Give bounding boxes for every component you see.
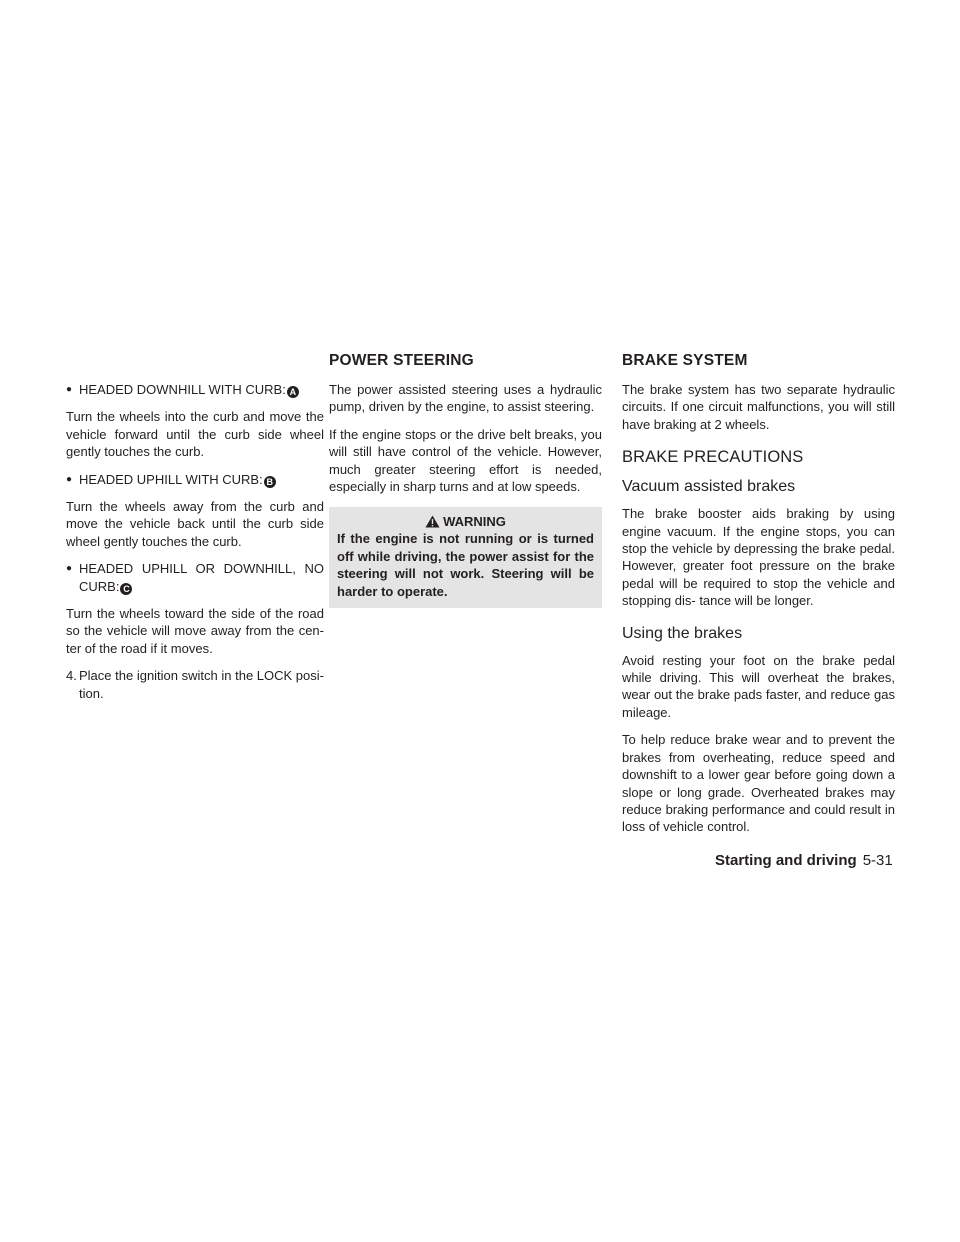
item-c-label: HEADED UPHILL OR DOWNHILL, NO CURB: [79, 561, 324, 594]
vacuum-assisted-text: The brake booster aids braking by using engine vacuum. If the engine stops, you can stop the vehicle by depressing the brake pedal. However, greater foot pressure on the brake pedal will be required to stop the vehicle and stopping dis- tance will be longer. [622, 506, 895, 609]
column-power-steering [329, 381, 602, 608]
list-item [66, 381, 324, 398]
item-c-text: Turn the wheels toward the side of the road so the vehicle will move away from the cen- ter of the road if it moves. [66, 606, 324, 656]
page-number: 5-31 [862, 852, 893, 869]
brake-system-heading: BRAKE SYSTEM [622, 352, 748, 369]
footer-section-label: Starting and driving [715, 852, 857, 869]
warning-text: If the engine is not running or is turned off while driving, the power assist for the steering will not work. Steering will be harder to operate. [337, 531, 594, 599]
bullet-icon: ● [66, 473, 73, 485]
step-text: Place the ignition switch in the LOCK posi- tion. [79, 668, 324, 701]
item-b-label: HEADED UPHILL WITH CURB: [79, 471, 263, 487]
callout-a-icon: A [287, 386, 299, 398]
bullet-icon: ● [66, 563, 73, 575]
power-steering-heading: POWER STEERING [329, 352, 474, 369]
callout-b-icon: B [264, 476, 276, 488]
list-item [66, 471, 324, 488]
vacuum-assisted-heading: Vacuum assisted brakes [622, 478, 796, 496]
power-steering-paragraph-1: The power assisted steering uses a hydraulic pump, driven by the engine, to assist steering. [329, 382, 602, 415]
brake-intro: The brake system has two separate hydraulic circuits. If one circuit malfunctions, you will still have braking at 2 wheels. [622, 382, 895, 432]
bullet-icon: ● [66, 384, 73, 395]
item-b-text: Turn the wheels away from the curb and move the vehicle back until the curb side wheel gently touches the curb. [66, 499, 324, 549]
power-steering-paragraph-2: If the engine stops or the drive belt breaks, you will still have control of the vehicle. However, much greater steering effort is needed, especially in sharp turns and at low speeds. [329, 426, 602, 495]
column-brake-system [622, 381, 895, 836]
callout-c-icon: C [120, 583, 132, 595]
warning-triangle-icon [425, 515, 440, 528]
warning-title: WARNING [443, 514, 506, 530]
item-a-label: HEADED DOWNHILL WITH CURB: [79, 382, 286, 397]
list-item [66, 560, 324, 595]
using-brakes-heading: Using the brakes [622, 624, 743, 642]
step-number: 4. [66, 668, 77, 684]
page-footer [715, 852, 893, 869]
warning-box [329, 507, 602, 608]
brake-precautions-heading: BRAKE PRECAUTIONS [622, 448, 804, 467]
using-brakes-text-1: Avoid resting your foot on the brake pedal while driving. This will overheat the brakes, wear out the brake pads faster, and reduce gas mileage. [622, 652, 895, 720]
using-brakes-text-2: To help reduce brake wear and to prevent the brakes from overheating, reduce speed and downshift to a lower gear before going down a slope or long grade. Overheated brakes may reduce braking performance and could result in loss of vehicle control. [622, 732, 895, 835]
step-4 [66, 667, 324, 702]
item-a-text: Turn the wheels into the curb and move the vehicle forward until the curb side wheel gently touches the curb. [66, 409, 324, 460]
column-parking-instructions [66, 381, 324, 702]
